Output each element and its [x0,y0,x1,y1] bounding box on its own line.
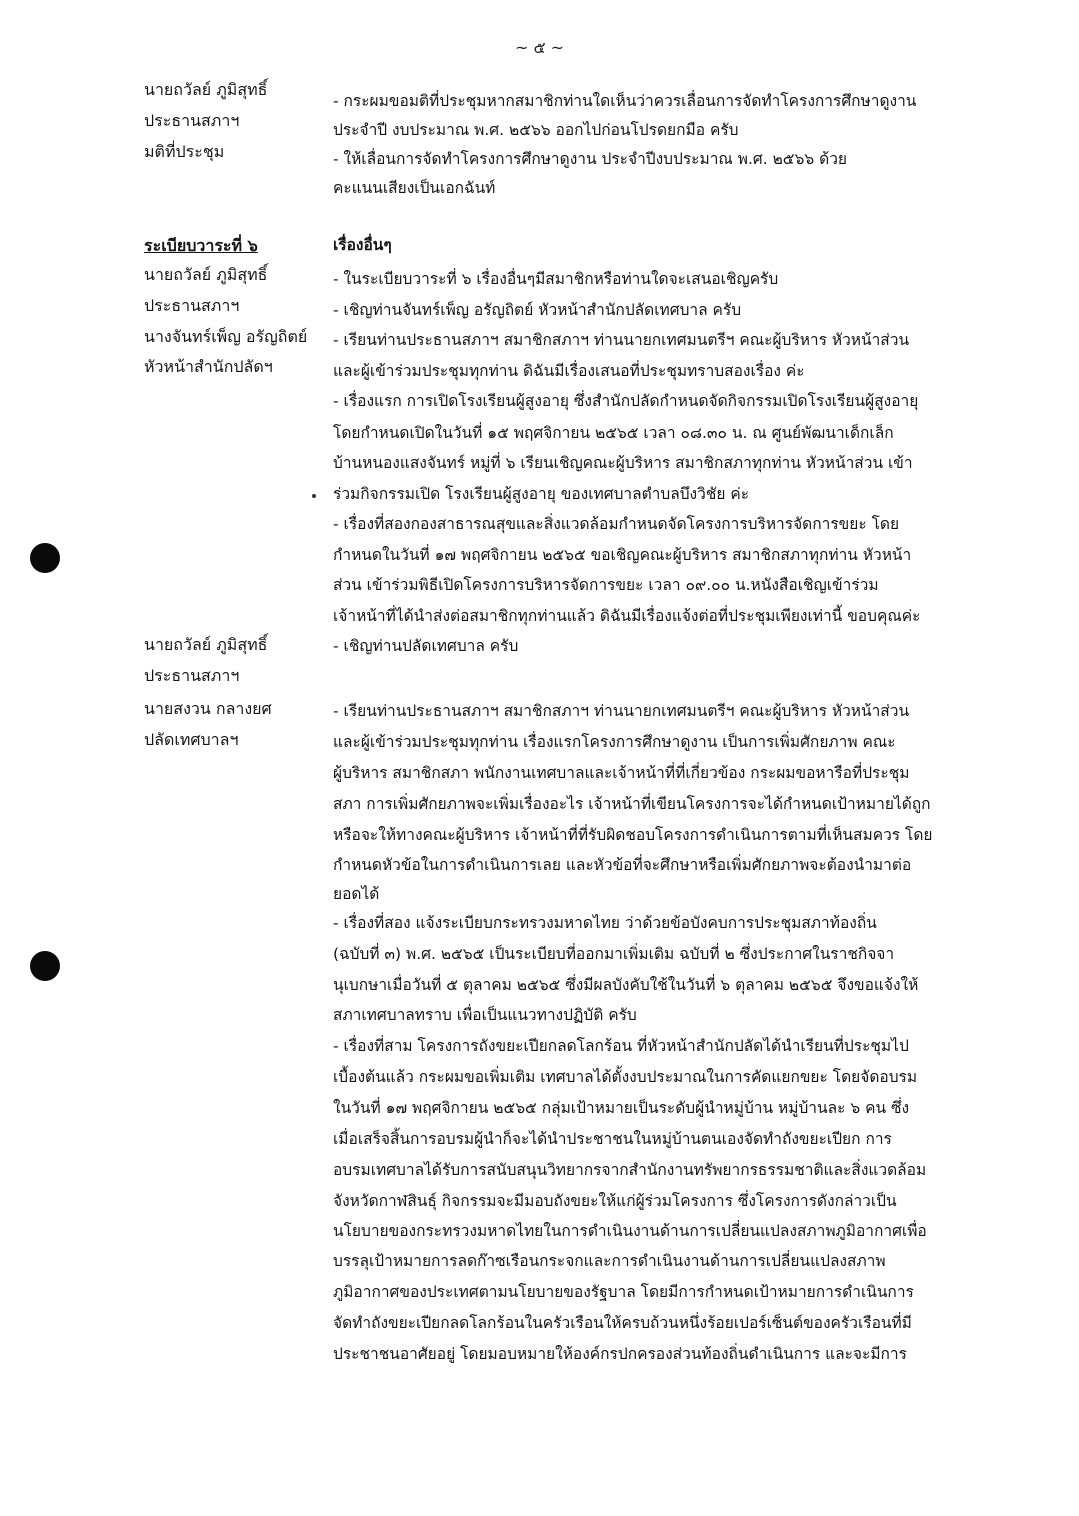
text-line: - ในระเบียบวาระที่ ๖ เรื่องอื่นๆมีสมาชิกหรือท่านใดจะเสนอเชิญครับ [333,270,779,288]
text-line: ภูมิอากาศของประเทศตามนโยบายของรัฐบาล โดยมีการกำหนดเป้าหมายการดำเนินการ [333,1283,914,1301]
text-line: ประชาชนอาศัยอยู่ โดยมอบหมายให้องค์กรปกครองส่วนท้องถิ่นดำเนินการ และจะมีการ [333,1345,907,1363]
text-line: - เรื่องที่สองกองสาธารณสุขและสิ่งแวดล้อมกำหนดจัดโครงการบริหารจัดการขยะ โดย [333,515,900,533]
text-line: - เรื่องที่สาม โครงการถังขยะเปียกลดโลกร้อน ที่หัวหน้าสำนักปลัดได้นำเรียนที่ประชุมไป [333,1037,909,1055]
text-line: เจ้าหน้าที่ได้นำส่งต่อสมาชิกทุกท่านแล้ว ดิฉันมีเรื่องแจ้งต่อที่ประชุมเพียงเท่านี้ ขอบคุณค่ะ [333,607,921,625]
text-line: - เรียนท่านประธานสภาฯ สมาชิกสภาฯ ท่านนายกเทศมนตรีฯ คณะผู้บริหาร หัวหน้าส่วน [333,331,910,349]
text-line: กำหนดหัวข้อในการดำเนินการเลย และหัวข้อที่จะศึกษาหรือเพิ่มศักยภาพจะต้องนำมาต่อ [333,856,912,874]
text-line: ยอดได้ [333,885,380,903]
text-line: บรรลุเป้าหมายการลดก๊าซเรือนกระจกและการดำเนินงานด้านการเปลี่ยนแปลงสภาพ [333,1252,886,1270]
text-line: ผู้บริหาร สมาชิกสภา พนักงานเทศบาลและเจ้าหน้าที่ที่เกี่ยวข้อง กระผมขอหารือที่ประชุม [333,764,910,782]
text-line: เบื้องต้นแล้ว กระผมขอเพิ่มเติม เทศบาลได้ตั้งงบประมาณในการคัดแยกขยะ โดยจัดอบรม [333,1068,918,1086]
text-line: จัดทำถังขยะเปียกลดโลกร้อนในครัวเรือนให้ครบถ้วนหนึ่งร้อยเปอร์เซ็นต์ของครัวเรือนที่มี [333,1314,912,1332]
text-line: ในวันที่ ๑๗ พฤศจิกายน ๒๕๖๕ กลุ่มเป้าหมายเป็นระดับผู้นำหมู่บ้าน หมู่บ้านละ ๖ คน ซึ่ง [333,1099,910,1117]
speaker-name: นายถวัลย์ ภูมิสุทธิ์ [144,635,268,654]
text-line: คะแนนเสียงเป็นเอกฉันท์ [333,179,496,197]
text-line: กำหนดในวันที่ ๑๗ พฤศจิกายน ๒๕๖๕ ขอเชิญคณะผู้บริหาร สมาชิกสภาทุกท่าน หัวหน้า [333,546,912,564]
text-line: ประจำปี งบประมาณ พ.ศ. ๒๕๖๖ ออกไปก่อนโปรดยกมือ ครับ [333,121,739,139]
speaker-name: นายสงวน กลางยศ [144,699,272,718]
text-line: โดยกำหนดเปิดในวันที่ ๑๕ พฤศจิกายน ๒๕๖๕ เวลา ๐๘.๓๐ น. ณ ศูนย์พัฒนาเด็กเล็ก [333,424,894,442]
speaker-name: นายถวัลย์ ภูมิสุทธิ์ [144,80,268,99]
text-line: และผู้เข้าร่วมประชุมทุกท่าน ดิฉันมีเรื่องเสนอที่ประชุมทราบสองเรื่อง ค่ะ [333,362,805,380]
text-line: จังหวัดกาฬสินธุ์ กิจกรรมจะมีมอบถังขยะให้แก่ผู้ร่วมโครงการ ซึ่งโครงการดังกล่าวเป็น [333,1192,897,1210]
text-line: - เรื่องที่สอง แจ้งระเบียบกระทรวงมหาดไทย ว่าด้วยข้อบังคบการประชุมสภาท้องถิ่น [333,914,877,932]
speaker-role: ประธานสภาฯ [144,666,240,685]
text-line: นโยบายของกระทรวงมหาดไทยในการดำเนินงานด้านการเปลี่ยนแปลงสภาพภูมิอากาศเพื่อ [333,1222,927,1240]
text-line: - ให้เลื่อนการจัดทำโครงการศึกษาดูงาน ประจำปีงบประมาณ พ.ศ. ๒๕๖๖ ด้วย [333,150,847,168]
text-line: นุเบกษาเมื่อวันที่ ๕ ตุลาคม ๒๕๖๕ ซึ่งมีผลบังคับใช้ในวันที่ ๖ ตุลาคม ๒๕๖๕ จึงขอแจ้งให้ [333,976,919,994]
speaker-role: ปลัดเทศบาลฯ [144,730,239,749]
text-line: - เชิญท่านจันทร์เพ็ญ อรัญถิตย์ หัวหน้าสำนักปลัดเทศบาล ครับ [333,301,742,319]
text-line: - กระผมขอมติที่ประชุมหากสมาชิกท่านใดเห็นว่าควรเลื่อนการจัดทำโครงการศึกษาดูงาน [333,92,917,110]
page-number: ~ ๕ ~ [514,38,565,57]
agenda-heading: ระเบียบวาระที่ ๖ [144,236,258,255]
text-line: - เรียนท่านประธานสภาฯ สมาชิกสภาฯ ท่านนายกเทศมนตรีฯ คณะผู้บริหาร หัวหน้าส่วน [333,702,910,720]
text-line: อบรมเทศบาลได้รับการสนับสนุนวิทยากรจากสำนักงานทรัพยากรธรรมชาติและสิ่งแวดล้อม [333,1161,927,1179]
stray-mark [312,494,316,498]
text-line: - เรื่องแรก การเปิดโรงเรียนผู้สูงอายุ ซึ่งสำนักปลัดกำหนดจัดกิจกรรมเปิดโรงเรียนผู้สูงอายุ [333,392,919,410]
text-line: หรือจะให้ทางคณะผู้บริหาร เจ้าหน้าที่ที่รับผิดชอบโครงการดำเนินการตามที่เห็นสมควร โดย [333,826,933,844]
speaker-name: นายถวัลย์ ภูมิสุทธิ์ [144,265,268,284]
text-line: สภาเทศบาลทราบ เพื่อเป็นแนวทางปฏิบัติ ครับ [333,1006,637,1024]
text-line: (ฉบับที่ ๓) พ.ศ. ๒๕๖๕ เป็นระเบียบที่ออกมาเพิ่มเติม ฉบับที่ ๒ ซึ่งประกาศในราชกิจจา [333,945,895,963]
text-line: ส่วน เข้าร่วมพิธีเปิดโครงการบริหารจัดการขยะ เวลา ๐๙.๐๐ น.หนังสือเชิญเข้าร่วม [333,576,879,594]
text-line: สภา การเพิ่มศักยภาพจะเพิ่มเรื่องอะไร เจ้าหน้าที่เขียนโครงการจะได้กำหนดเป้าหมายได้ถูก [333,795,931,813]
punch-hole-mark [30,543,60,573]
agenda-title: เรื่องอื่นๆ [333,236,392,254]
text-line: - เชิญท่านปลัดเทศบาล ครับ [333,637,519,655]
speaker-name: นางจันทร์เพ็ญ อรัญถิตย์ [144,327,308,346]
resolution-label: มติที่ประชุม [144,142,225,161]
punch-hole-mark [30,951,60,981]
text-line: บ้านหนองแสงจันทร์ หมู่ที่ ๖ เรียนเชิญคณะผู้บริหาร สมาชิกสภาทุกท่าน หัวหน้าส่วน เข้า [333,454,913,472]
text-line: และผู้เข้าร่วมประชุมทุกท่าน เรื่องแรกโครงการศึกษาดูงาน เป็นการเพิ่มศักยภาพ คณะ [333,733,896,751]
speaker-role: หัวหน้าสำนักปลัดฯ [144,357,273,376]
speaker-role: ประธานสภาฯ [144,111,240,130]
text-line: เมื่อเสร็จสิ้นการอบรมผู้นำก็จะได้นำประชาชนในหมู่บ้านตนเองจัดทำถังขยะเปียก การ [333,1130,892,1148]
speaker-role: ประธานสภาฯ [144,296,240,315]
text-line: ร่วมกิจกรรมเปิด โรงเรียนผู้สูงอายุ ของเทศบาลตำบลบึงวิชัย ค่ะ [333,485,750,503]
